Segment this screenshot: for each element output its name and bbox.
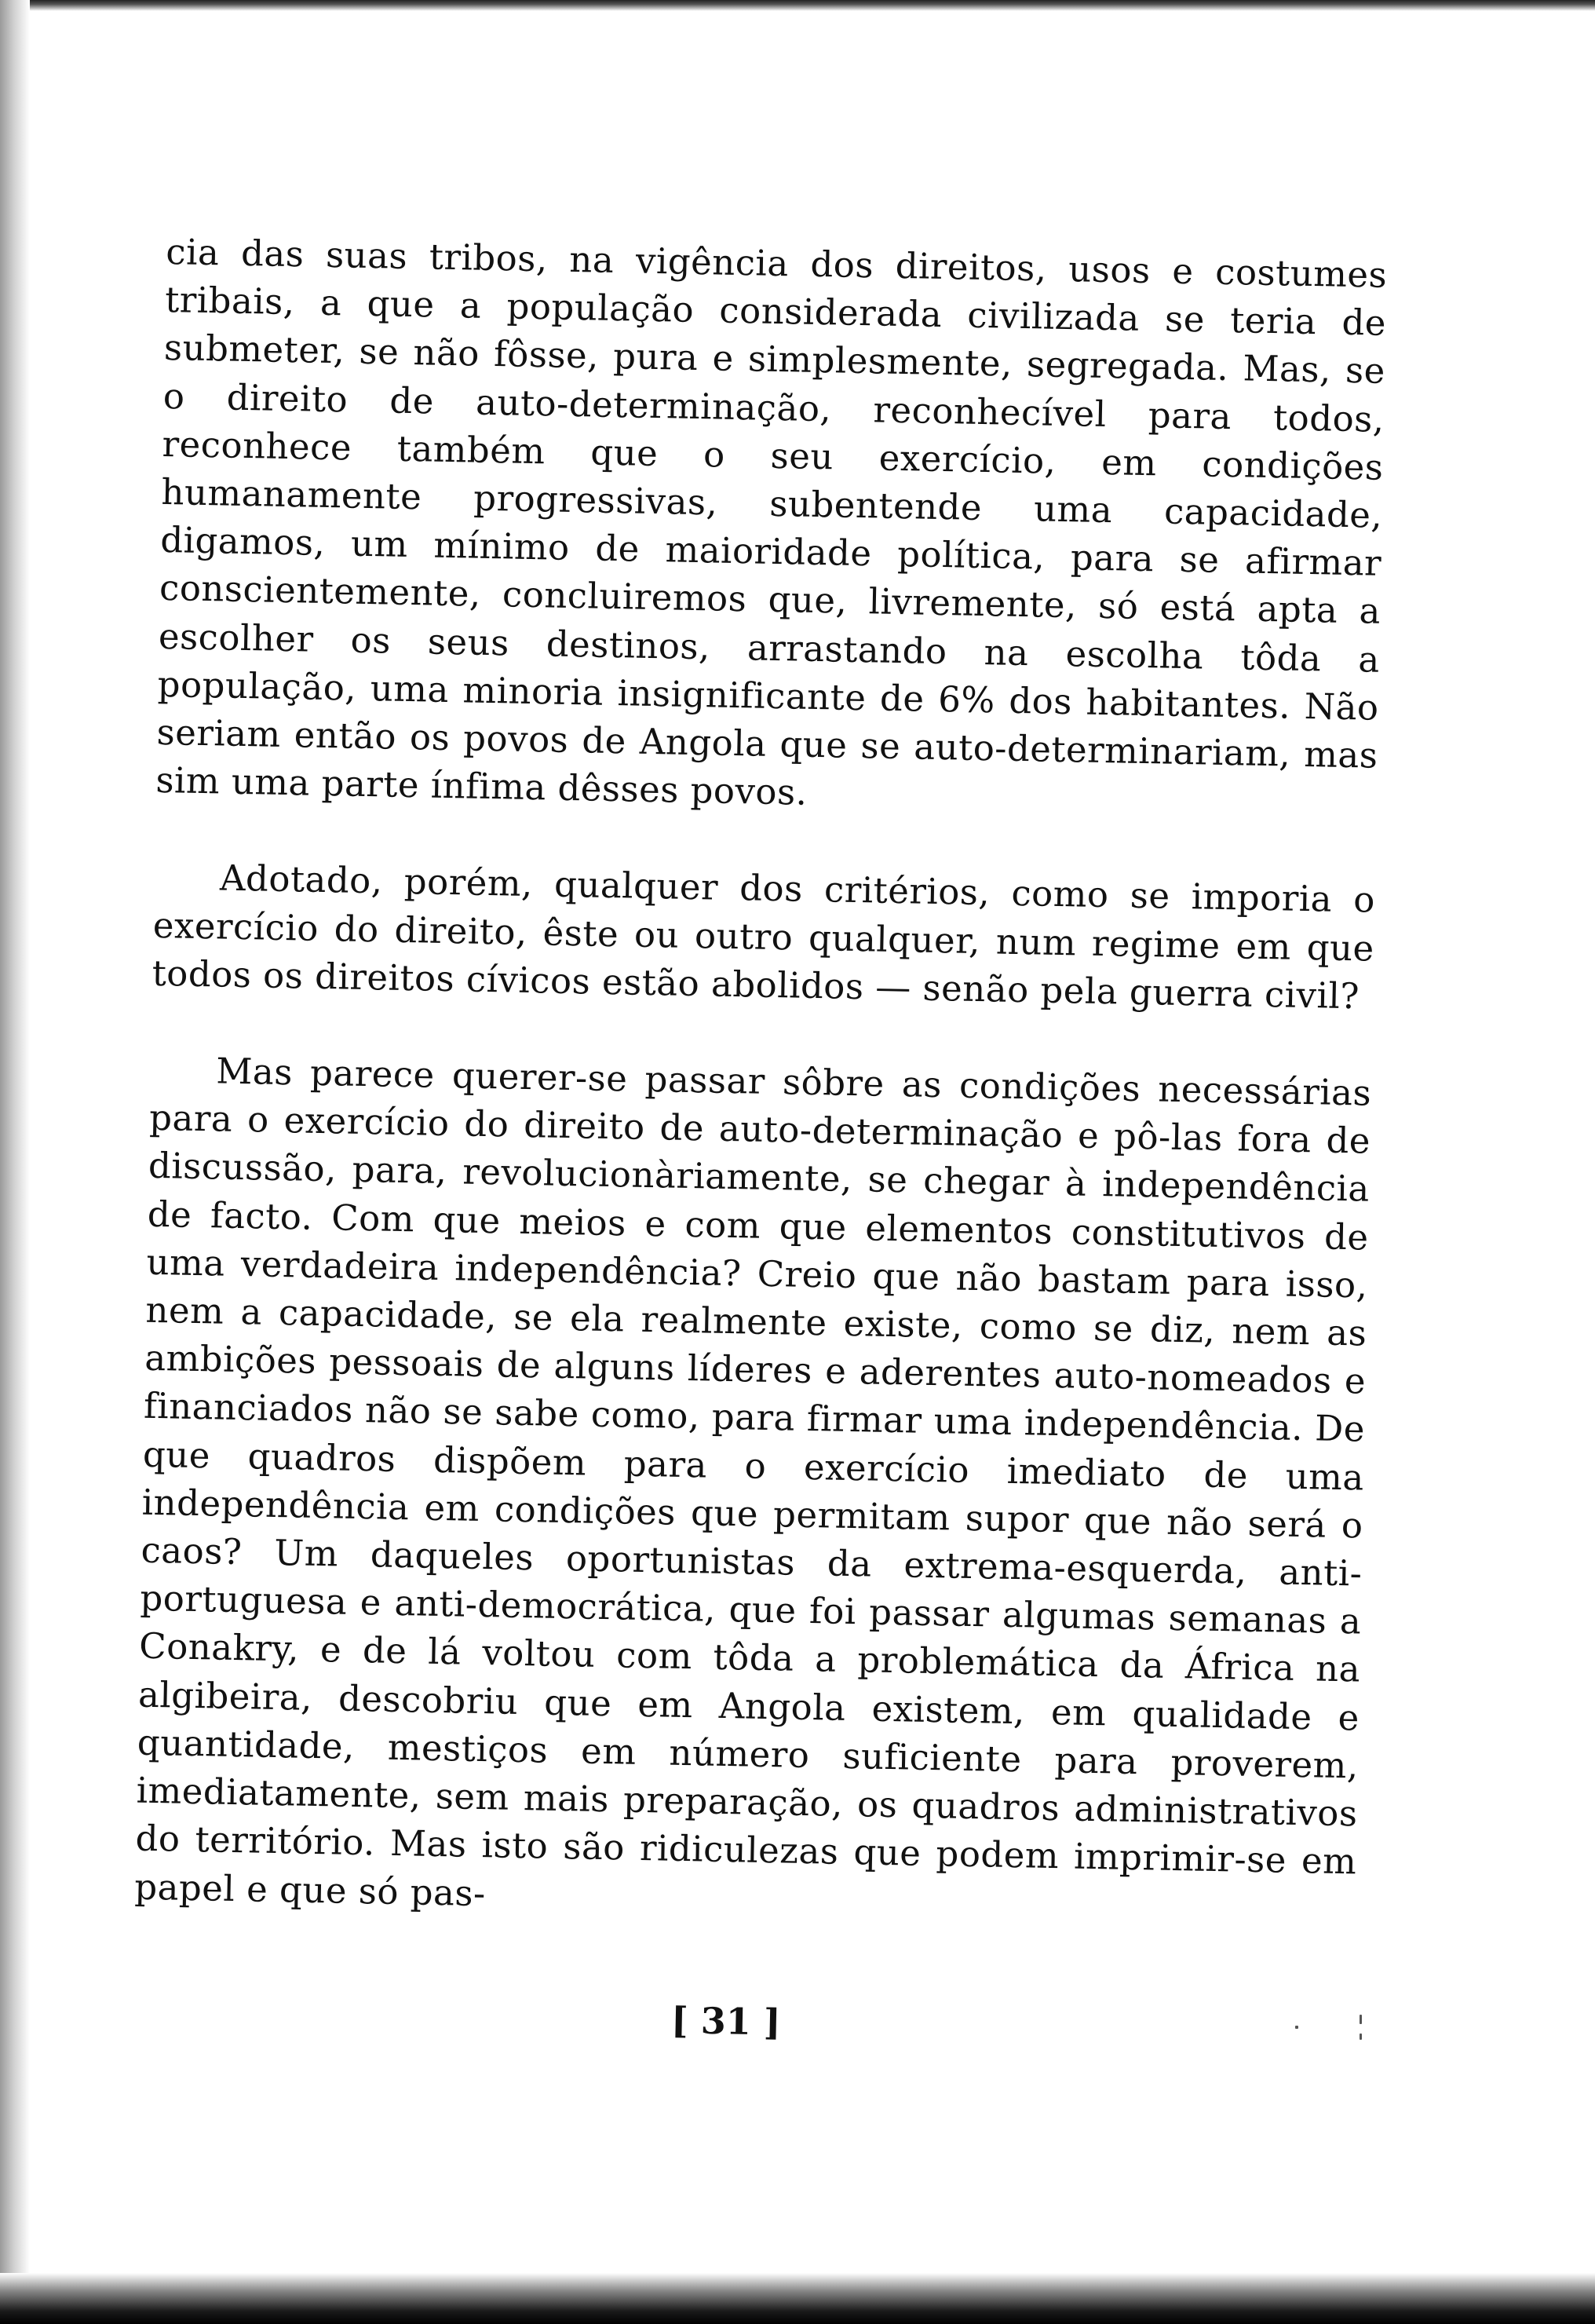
scan-speck	[1360, 2015, 1362, 2024]
scan-speck	[1360, 2034, 1362, 2040]
scan-bottom-edge	[0, 2273, 1595, 2324]
paragraph-independence: Mas parece querer-se passar sôbre as condições necessárias para o exercício do direito de auto-determinação e pô-las fora de discussão, para, revolucionàriamente, se chegar à independência de facto. Com que meios e com que elementos constitutivos de uma verdadeira independência? Creio que não bastam para isso, nem a capacidade, se ela realmente existe, como se diz, nem as ambições pessoais de alguns líderes e aderentes auto-nomeados e financiados não se sabe como, para firmar uma independência. De que quadros dispõem para o exercício imediato de uma independência em condições que permitam supor que não será o caos? Um daqueles oportunistas da extrema-esquerda, anti-portuguesa e anti-democrática, que foi passar algumas semanas a Conakry, e de lá voltou com tôda a problemática da África na algibeira, descobriu que em Angola existem, em qualidade e quantidade, mestiços em número suficiente para proverem, imediatamente, sem mais preparação, os quadros administrativos do território. Mas isto são ridiculezas que podem imprimir-se em papel e que só pas-	[133, 1050, 1372, 1914]
scan-top-edge	[0, 0, 1595, 11]
page-body	[134, 228, 1388, 1934]
paragraph-continued: cia das suas tribos, na vigência dos direitos, usos e costumes tribais, a que a população considerada civilizada se teria de submeter, se não fôsse, pura e simplesmente, segregada. Mas, se o direito de auto-determinação, reconhecível para todos, reconhece também que o seu exercício, em condições humanamente progressivas, subentende uma capacidade, digamos, um mínimo de maioridade política, para se afirmar conscientemente, concluiremos que, livremente, só está apta a escolher os seus destinos, arrastando na escolha tôda a população, uma minoria insignificante de 6% dos habitantes. Não seriam então os povos de Angola que se auto-determinariam, mas sim uma parte ínfima dêsses povos.	[155, 230, 1388, 814]
scan-speck	[1295, 2026, 1298, 2029]
scan-left-edge	[0, 0, 30, 2324]
paragraph-criteria: Adotado, porém, qualquer dos critérios, como se imporia o exercício do direito, êste ou outro qualquer, num regime em que todos os direitos cívicos estão abolidos — senão pela guerra civil?	[151, 857, 1376, 1018]
page-number: [ 31 ]	[670, 1999, 782, 2044]
